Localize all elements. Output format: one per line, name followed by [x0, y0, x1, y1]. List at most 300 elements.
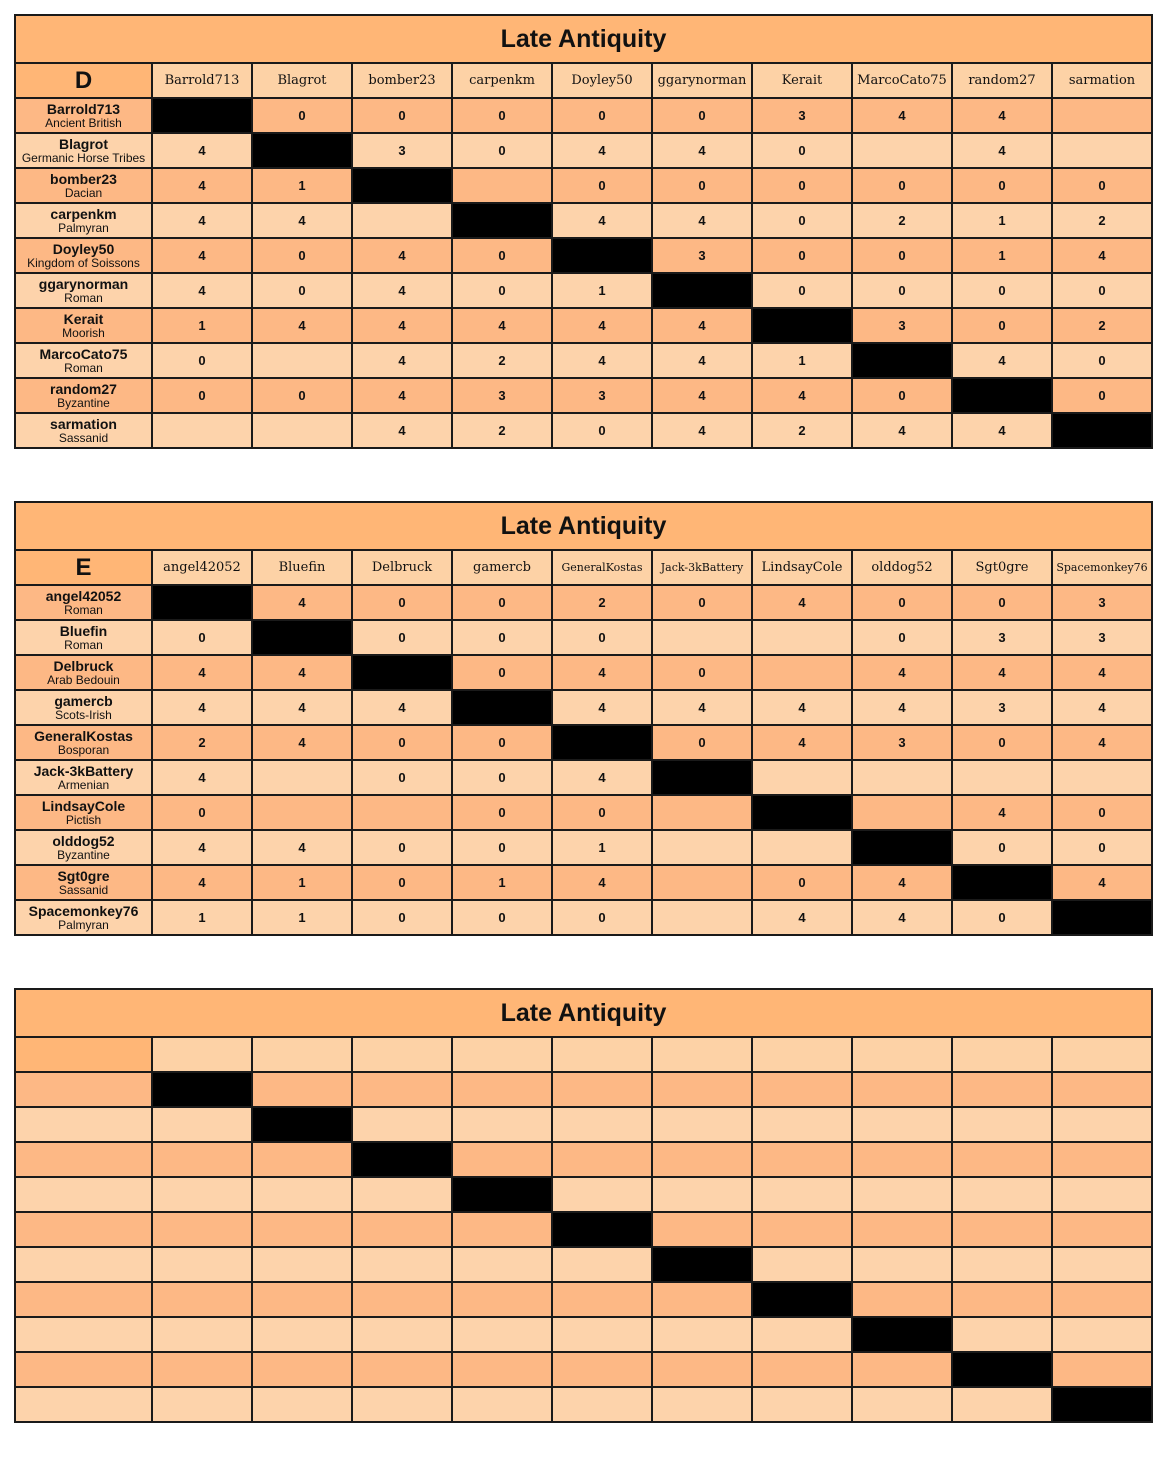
score-cell: [352, 1177, 452, 1212]
score-cell: 4: [252, 830, 352, 865]
score-cell: 4: [652, 413, 752, 448]
score-cell: 4: [752, 585, 852, 620]
row-header: [15, 1177, 152, 1212]
row-header: [15, 308, 152, 343]
column-header: Jack-3kBattery: [652, 550, 752, 585]
score-cell: 4: [552, 655, 652, 690]
table-row: [15, 865, 1152, 900]
score-cell: [452, 1387, 552, 1422]
column-header: [452, 1037, 552, 1072]
score-cell: [1052, 133, 1152, 168]
table-row: [15, 1282, 1152, 1317]
score-cell: 4: [352, 378, 452, 413]
row-header: [15, 168, 152, 203]
score-cell: 4: [152, 830, 252, 865]
diagonal-cell: [852, 830, 952, 865]
score-cell: 0: [352, 865, 452, 900]
score-cell: 4: [1052, 725, 1152, 760]
row-header: [15, 1282, 152, 1317]
score-cell: [652, 900, 752, 935]
score-cell: [552, 1072, 652, 1107]
score-cell: 0: [352, 830, 452, 865]
score-cell: 4: [852, 655, 952, 690]
table-title: Late Antiquity: [15, 989, 1152, 1037]
table-row: [15, 1142, 1152, 1177]
score-cell: [952, 1177, 1052, 1212]
player-faction: Dacian: [64, 185, 103, 200]
diagonal-cell: [552, 1212, 652, 1247]
score-cell: [1052, 1317, 1152, 1352]
score-cell: [952, 1387, 1052, 1422]
row-header: [15, 133, 152, 168]
score-cell: [952, 1107, 1052, 1142]
row-header: [15, 273, 152, 308]
score-cell: [852, 1212, 952, 1247]
score-cell: 3: [1052, 585, 1152, 620]
score-cell: [252, 413, 352, 448]
column-header: ggarynorman: [652, 63, 752, 98]
score-cell: 4: [552, 343, 652, 378]
score-cell: 3: [352, 133, 452, 168]
column-header: angel42052: [152, 550, 252, 585]
score-cell: 0: [452, 133, 552, 168]
score-cell: 0: [352, 760, 452, 795]
table-row: [15, 760, 1152, 795]
score-cell: 1: [252, 168, 352, 203]
diagonal-cell: [352, 655, 452, 690]
score-cell: 0: [452, 238, 552, 273]
player-faction: Moorish: [62, 325, 105, 340]
table-row: [15, 1177, 1152, 1212]
score-cell: 0: [852, 168, 952, 203]
score-cell: [252, 1142, 352, 1177]
player-name: carpenkm: [50, 205, 117, 222]
table-row: [15, 795, 1152, 830]
table-row: [15, 1247, 1152, 1282]
score-cell: [352, 1352, 452, 1387]
player-name: LindsayCole: [41, 797, 126, 814]
row-header: [15, 620, 152, 655]
row-header: [15, 343, 152, 378]
row-header: [15, 1212, 152, 1247]
score-cell: 4: [952, 655, 1052, 690]
score-cell: 0: [552, 168, 652, 203]
score-cell: 1: [152, 308, 252, 343]
score-cell: 4: [352, 238, 452, 273]
score-cell: [152, 1387, 252, 1422]
score-cell: 3: [852, 725, 952, 760]
score-cell: [452, 1317, 552, 1352]
score-cell: [652, 1387, 752, 1422]
score-cell: 2: [752, 413, 852, 448]
score-cell: 4: [252, 725, 352, 760]
table-row: [15, 620, 1152, 655]
player-name: Kerait: [63, 310, 104, 327]
score-cell: [652, 1352, 752, 1387]
column-header: sarmation: [1052, 63, 1152, 98]
column-header: bomber23: [352, 63, 452, 98]
table-row: [15, 1387, 1152, 1422]
score-cell: 1: [452, 865, 552, 900]
player-faction: Kingdom of Soissons: [27, 255, 140, 270]
score-cell: [652, 1177, 752, 1212]
score-cell: [952, 1282, 1052, 1317]
table-row: [15, 1352, 1152, 1387]
diagonal-cell: [452, 1177, 552, 1212]
score-cell: [452, 1212, 552, 1247]
score-cell: [1052, 1072, 1152, 1107]
player-faction: Roman: [64, 637, 103, 652]
row-header: [15, 865, 152, 900]
score-cell: 0: [452, 98, 552, 133]
score-cell: 0: [152, 378, 252, 413]
score-cell: [652, 1072, 752, 1107]
player-faction: Roman: [64, 360, 103, 375]
score-cell: [552, 1142, 652, 1177]
score-cell: 0: [452, 830, 552, 865]
score-cell: [252, 760, 352, 795]
score-cell: [752, 1177, 852, 1212]
score-cell: 0: [452, 725, 552, 760]
score-cell: [152, 1142, 252, 1177]
score-cell: 3: [552, 378, 652, 413]
score-cell: [552, 1282, 652, 1317]
score-cell: [152, 413, 252, 448]
column-header: [152, 1037, 252, 1072]
score-cell: 3: [1052, 620, 1152, 655]
column-header: Barrold713: [152, 63, 252, 98]
score-cell: 0: [652, 168, 752, 203]
score-cell: 0: [1052, 830, 1152, 865]
score-cell: [652, 1317, 752, 1352]
column-header: [252, 1037, 352, 1072]
player-faction: Scots-Irish: [55, 707, 112, 722]
score-cell: 0: [752, 238, 852, 273]
score-cell: 4: [152, 238, 252, 273]
column-header: olddog52: [852, 550, 952, 585]
score-cell: [252, 1177, 352, 1212]
score-cell: [252, 1247, 352, 1282]
diagonal-cell: [1052, 900, 1152, 935]
score-cell: [852, 1072, 952, 1107]
score-cell: [552, 1107, 652, 1142]
score-cell: 4: [552, 690, 652, 725]
score-cell: 0: [552, 413, 652, 448]
score-cell: 4: [952, 795, 1052, 830]
score-cell: [252, 1387, 352, 1422]
score-cell: 3: [852, 308, 952, 343]
score-cell: 4: [1052, 690, 1152, 725]
score-cell: [152, 1352, 252, 1387]
score-cell: 0: [452, 620, 552, 655]
score-cell: 4: [652, 203, 752, 238]
score-cell: 1: [952, 238, 1052, 273]
player-name: ggarynorman: [38, 275, 129, 292]
score-cell: 0: [452, 795, 552, 830]
score-cell: 3: [952, 690, 1052, 725]
score-cell: [1052, 1212, 1152, 1247]
score-cell: 4: [152, 760, 252, 795]
player-faction: Ancient British: [45, 115, 122, 130]
score-cell: 0: [152, 343, 252, 378]
score-cell: 0: [1052, 378, 1152, 413]
score-cell: [952, 1317, 1052, 1352]
score-cell: 0: [852, 620, 952, 655]
column-header: [852, 1037, 952, 1072]
score-cell: 4: [652, 308, 752, 343]
score-cell: 0: [552, 900, 652, 935]
player-name: Jack-3kBattery: [33, 762, 134, 779]
score-cell: [552, 1352, 652, 1387]
score-cell: [352, 203, 452, 238]
score-cell: 4: [152, 655, 252, 690]
score-cell: 0: [352, 98, 452, 133]
score-cell: [752, 1142, 852, 1177]
score-cell: [1052, 1177, 1152, 1212]
row-header: [15, 378, 152, 413]
column-header: Sgt0gre: [952, 550, 1052, 585]
diagonal-cell: [152, 585, 252, 620]
column-header: MarcoCato75: [852, 63, 952, 98]
column-header: [1052, 1037, 1152, 1072]
results-grid: [14, 14, 1153, 449]
score-cell: 0: [952, 585, 1052, 620]
score-cell: 0: [552, 98, 652, 133]
score-cell: 0: [452, 900, 552, 935]
score-cell: [452, 1142, 552, 1177]
score-cell: 4: [252, 690, 352, 725]
score-cell: [1052, 760, 1152, 795]
score-cell: 4: [252, 585, 352, 620]
table-row: [15, 238, 1152, 273]
score-cell: 3: [952, 620, 1052, 655]
row-header: [15, 900, 152, 935]
score-cell: 4: [652, 378, 752, 413]
score-cell: 0: [952, 308, 1052, 343]
player-name: Blagrot: [59, 135, 108, 152]
score-cell: [252, 795, 352, 830]
table-row: [15, 133, 1152, 168]
score-cell: [652, 1212, 752, 1247]
score-cell: 4: [852, 98, 952, 133]
score-cell: 0: [352, 620, 452, 655]
results-table-group-e: [14, 501, 1153, 936]
score-cell: [952, 1212, 1052, 1247]
score-cell: 4: [152, 168, 252, 203]
score-cell: 4: [952, 133, 1052, 168]
score-cell: 3: [752, 98, 852, 133]
column-header: carpenkm: [452, 63, 552, 98]
table-row: [15, 273, 1152, 308]
score-cell: 2: [1052, 203, 1152, 238]
score-cell: [452, 1247, 552, 1282]
score-cell: [552, 1317, 652, 1352]
player-name: gamercb: [54, 692, 113, 709]
score-cell: 0: [152, 795, 252, 830]
row-header: [15, 760, 152, 795]
score-cell: 0: [252, 378, 352, 413]
score-cell: 4: [652, 690, 752, 725]
score-cell: 4: [252, 655, 352, 690]
score-cell: 0: [652, 655, 752, 690]
score-cell: 0: [1052, 273, 1152, 308]
player-name: angel42052: [45, 587, 122, 604]
player-name: Doyley50: [52, 240, 115, 257]
score-cell: [452, 1282, 552, 1317]
score-cell: [852, 1282, 952, 1317]
score-cell: [552, 1387, 652, 1422]
diagonal-cell: [752, 795, 852, 830]
column-header: Spacemonkey76: [1052, 550, 1152, 585]
score-cell: 0: [852, 238, 952, 273]
score-cell: [852, 133, 952, 168]
score-cell: 4: [552, 133, 652, 168]
score-cell: 2: [152, 725, 252, 760]
player-name: bomber23: [50, 170, 117, 187]
diagonal-cell: [952, 865, 1052, 900]
score-cell: [852, 795, 952, 830]
score-cell: 4: [1052, 238, 1152, 273]
score-cell: [852, 1107, 952, 1142]
score-cell: 2: [452, 343, 552, 378]
score-cell: 0: [452, 273, 552, 308]
score-cell: 0: [352, 725, 452, 760]
group-label: [15, 1037, 152, 1072]
player-faction: Arab Bedouin: [47, 672, 120, 687]
score-cell: 0: [652, 585, 752, 620]
diagonal-cell: [652, 1247, 752, 1282]
score-cell: [252, 1212, 352, 1247]
score-cell: 4: [552, 865, 652, 900]
score-cell: 4: [152, 203, 252, 238]
table-row: [15, 725, 1152, 760]
score-cell: [252, 343, 352, 378]
table-row: [15, 98, 1152, 133]
score-cell: [152, 1107, 252, 1142]
score-cell: 0: [352, 900, 452, 935]
player-faction: Roman: [64, 290, 103, 305]
column-header: [952, 1037, 1052, 1072]
column-header: Doyley50: [552, 63, 652, 98]
score-cell: 0: [1052, 343, 1152, 378]
score-cell: [852, 1387, 952, 1422]
score-cell: [652, 1142, 752, 1177]
player-faction: Palmyran: [58, 220, 109, 235]
score-cell: 4: [952, 343, 1052, 378]
score-cell: [752, 1387, 852, 1422]
table-row: [15, 1072, 1152, 1107]
row-header: [15, 1107, 152, 1142]
player-faction: Pictish: [65, 812, 102, 827]
score-cell: 2: [452, 413, 552, 448]
score-cell: [852, 1352, 952, 1387]
score-cell: 0: [752, 865, 852, 900]
diagonal-cell: [752, 308, 852, 343]
group-label: D: [15, 63, 152, 98]
score-cell: 1: [552, 273, 652, 308]
diagonal-cell: [752, 1282, 852, 1317]
player-name: Sgt0gre: [57, 867, 110, 884]
score-cell: [1052, 1247, 1152, 1282]
score-cell: 4: [252, 308, 352, 343]
table-title: Late Antiquity: [15, 15, 1152, 63]
diagonal-cell: [1052, 1387, 1152, 1422]
row-header: [15, 690, 152, 725]
score-cell: [352, 1107, 452, 1142]
score-cell: 4: [352, 690, 452, 725]
score-cell: [652, 1107, 752, 1142]
score-cell: [852, 1142, 952, 1177]
score-cell: [352, 1247, 452, 1282]
player-faction: Byzantine: [57, 395, 110, 410]
score-cell: 0: [952, 725, 1052, 760]
score-cell: [752, 620, 852, 655]
table-row: [15, 378, 1152, 413]
score-cell: 0: [552, 795, 652, 830]
score-cell: [952, 1142, 1052, 1177]
table-row: [15, 900, 1152, 935]
score-cell: 4: [152, 865, 252, 900]
player-faction: Roman: [64, 602, 103, 617]
score-cell: [752, 1352, 852, 1387]
score-cell: 0: [752, 168, 852, 203]
diagonal-cell: [252, 620, 352, 655]
score-cell: 0: [552, 620, 652, 655]
player-faction: Armenian: [57, 777, 110, 792]
diagonal-cell: [652, 273, 752, 308]
score-cell: 4: [852, 865, 952, 900]
score-cell: 1: [252, 865, 352, 900]
diagonal-cell: [852, 343, 952, 378]
score-cell: [652, 865, 752, 900]
score-cell: 4: [652, 133, 752, 168]
player-name: random27: [50, 380, 117, 397]
score-cell: [752, 1212, 852, 1247]
score-cell: [552, 1177, 652, 1212]
score-cell: 2: [852, 203, 952, 238]
score-cell: [252, 1352, 352, 1387]
score-cell: 0: [752, 273, 852, 308]
diagonal-cell: [452, 203, 552, 238]
score-cell: [952, 1247, 1052, 1282]
column-header: GeneralKostas: [552, 550, 652, 585]
score-cell: 1: [252, 900, 352, 935]
diagonal-cell: [552, 238, 652, 273]
score-cell: 4: [152, 690, 252, 725]
score-cell: [752, 1072, 852, 1107]
score-cell: [752, 1317, 852, 1352]
player-name: Spacemonkey76: [28, 902, 139, 919]
score-cell: 0: [352, 585, 452, 620]
score-cell: 0: [152, 620, 252, 655]
score-cell: 4: [552, 203, 652, 238]
table-row: [15, 203, 1152, 238]
score-cell: [152, 1317, 252, 1352]
score-cell: [1052, 98, 1152, 133]
diagonal-cell: [152, 1072, 252, 1107]
player-name: Bluefin: [59, 622, 108, 639]
score-cell: [152, 1247, 252, 1282]
score-cell: [252, 1072, 352, 1107]
row-header: [15, 1387, 152, 1422]
score-cell: [1052, 1352, 1152, 1387]
score-cell: 4: [752, 690, 852, 725]
score-cell: 3: [652, 238, 752, 273]
row-header: [15, 203, 152, 238]
score-cell: 4: [152, 133, 252, 168]
score-cell: [152, 1212, 252, 1247]
row-header: [15, 413, 152, 448]
